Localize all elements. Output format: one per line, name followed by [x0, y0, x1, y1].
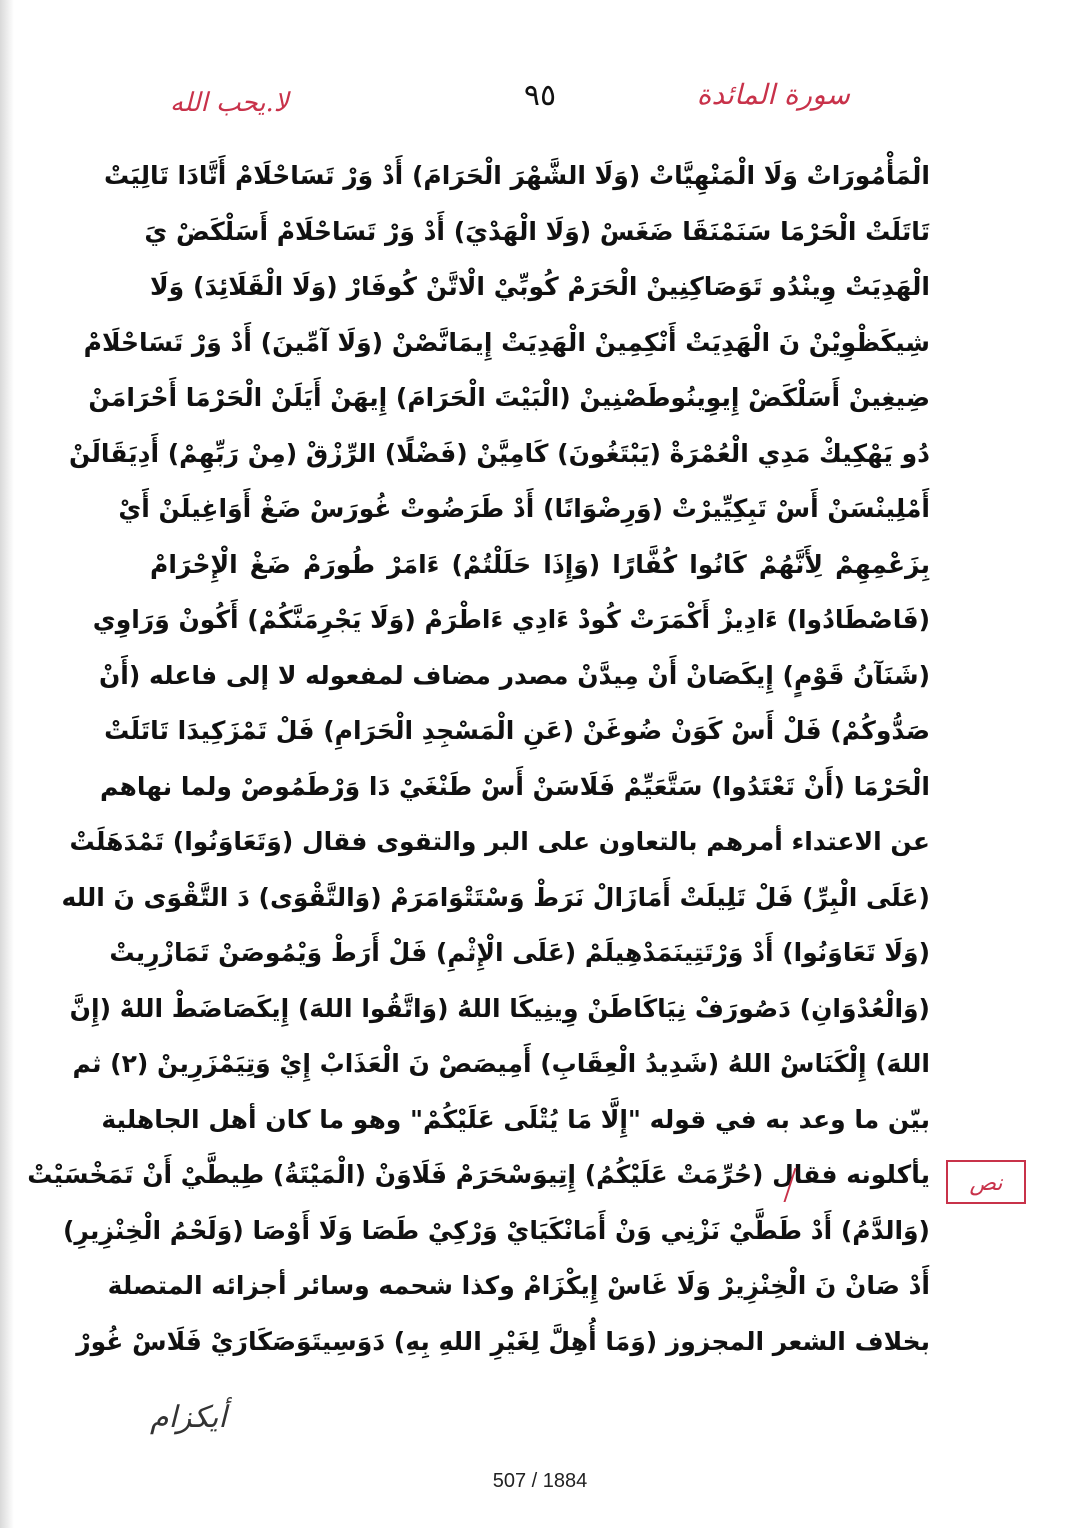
text-line: يأكلونه فقال (حُرِّمَتْ عَلَيْكُمُ) إِتِيوَسْحَرَمْ فَلَاوَنْ (الْمَيْتَةُ) طِيطَّيْ أَنْ تَمَخْسَيْتْ — [27, 1160, 930, 1189]
text-line: بِزَعْمِهِمْ لِأَنَّهُمْ كَانُوا كُفَّارًا (وَإِذَا حَلَلْتُمْ) ءَامَرْ طُورَمْ ضَغْ الْإِحْرَامْ — [150, 549, 930, 579]
surah-title: سورة المائدة — [696, 78, 850, 111]
text-line: (وَالْعُدْوَانِ) دَصُورَفْ نِيَاكَاطَنْ وِينِيكَا اللهُ (وَاتَّقُوا اللهَ) إِيكَصَاضَطْ اللهْ (إِنَّ — [69, 993, 930, 1023]
margin-note-header: لا.يحب الله — [170, 88, 289, 118]
text-line: الْحَرْمَا (أَنْ تَعْتَدُوا) سَتَّعَيِّمْ فَلَاسَنْ أَسْ طَنْغَيْ دَا وَرْطَمُوصْ ولما نهاهم — [99, 771, 930, 801]
text-line: تَاتَلَتْ الْحَرْمَا سَنَمْنَقَا ضَغَسْ (وَلَا الْهَدْيَ) أَدْ وَرْ تَسَاحْلَامْ أَسَلْكَضْ يَ — [144, 216, 930, 246]
text-line: (شَنَآنُ قَوْمٍ) إِيكَصَانْ أَنْ مِيدَّنْ مصدر مضاف لمفعوله لا إلى فاعله (أَنْ — [98, 660, 930, 690]
text-line: أَدْ صَانْ نَ الْخِنْزِيرْ وَلَا غَاسْ إِيكْزَامْ وكذا شحمه وسائر أجزائه المتصلة — [107, 1271, 930, 1300]
text-line: دُو يَهْكِيكْ مَدِي الْعُمْرَةْ (يَبْتَغُونَ) كَامِيَّنْ (فَضْلًا) الرِّزْقْ (مِنْ رَبِّهِمْ) أَدِيَقَالَنْ — [68, 438, 930, 468]
text-line: (فَاصْطَادُوا) ءَادِيزْ أَكْمَرَتْ كُودْ ءَادِي ءَاطْرَمْ (وَلَا يَجْرِمَنَّكُمْ) أَكُونْ وَرَاوِي — [92, 605, 930, 634]
body-text — [27, 148, 930, 1369]
page-number: ٩٥ — [523, 78, 557, 113]
text-line: (وَالدَّمُ) أَدْ طَطَّيْ نَزْنِي وَنْ أَمَانْكَيَايْ وَرْكِيْ طَصَا وَلَا أَوْصَا (وَلَحْمُ الْخِنْزِيرِ) — [62, 1215, 930, 1245]
text-line: شِيكَظْوِيْنْ نَ الْهَدِيَتْ أَنْكِمِينْ الْهَدِيَتْ إِيمَانَّصْنْ (وَلَا آمِّينَ) أَدْ وَرْ تَسَاحْلَامْ — [83, 327, 930, 357]
text-line: أَمْلِينْسَنْ أَسْ تَبِكِيِّيرْتْ (وَرِضْوَانًا) أَدْ طَرَضُوتْ غُورَسْ ضَغْ أَوَاغِيلَنْ أَيْ — [118, 494, 930, 523]
margin-box-note: نص — [946, 1160, 1026, 1204]
handwritten-bottom-note: أيكزام — [150, 1400, 227, 1435]
text-line: الْمَأْمُورَاتْ وَلَا الْمَنْهِيَّاتْ (وَلَا الشَّهْرَ الْحَرَامَ) أَدْ وَرْ تَسَاحْلَامْ أَتَّادَا تَالِيَتْ — [104, 161, 930, 190]
page-counter: 507 / 1884 — [492, 1470, 588, 1492]
scan-edge-shadow — [0, 0, 14, 1528]
text-line: ضِيغِينْ أَسَلْكَضْ إِيوِينُوطَصْنِينْ (الْبَيْتَ الْحَرَامَ) إِيهَنْ أَيَلَنْ الْحَرْمَا أَحْرَامَنْ — [88, 383, 930, 412]
text-line: عن الاعتداء أمرهم بالتعاون على البر والتقوى فقال (وَتَعَاوَنُوا) تَمْدَهَلَتْ — [69, 827, 930, 856]
text-line: اللهَ) إِلْكَنَاسْ اللهُ (شَدِيدُ الْعِقَابِ) أَمِيصَصْ نَ الْعَذَابْ إِيْ وَتِيَمْزَرِينْ (٢) ثم — [72, 1049, 930, 1078]
text-line: بخلاف الشعر المجزوز (وَمَا أُهِلَّ لِغَيْرِ اللهِ بِهِ) دَوَسِيتَوَصَكَارَيْ فَلَاسْ غُورْ — [76, 1326, 930, 1356]
text-line: بيّن ما وعد به في قوله "إِلَّا مَا يُتْلَى عَلَيْكُمْ" وهو ما كان أهل الجاهلية — [101, 1104, 930, 1134]
text-line: صَدُّوكُمْ) فَلْ أَسْ كَوَنْ ضُوغَنْ (عَنِ الْمَسْجِدِ الْحَرَامِ) فَلْ تَمْزَكِيدَا تَاتَلَتْ — [104, 716, 930, 745]
text-line: الْهَدِيَتْ وِينْدُو تَوَصَاكِنِينْ الْحَرَمْ كُوبِّيْ الْاتَّنْ كُوفَارْ (وَلَا الْقَلَائِدَ) وَلَا — [150, 272, 930, 301]
text-line: (وَلَا تَعَاوَنُوا) أَدْ وَرْتَتِينَمَدْهِيلَمْ (عَلَى الْإِثْمِ) فَلْ أَرَطْ وَيْمُوصَنْ تَمَازْرِيتْ — [109, 938, 930, 967]
text-line: (عَلَى الْبِرِّ) فَلْ تَلِيلَتْ أَمَازَالْ نَرَطْ وَسْتَتْوَامَرَمْ (وَالتَّقْوَى) دَ التَّقْوَى نَ الله — [61, 882, 930, 912]
